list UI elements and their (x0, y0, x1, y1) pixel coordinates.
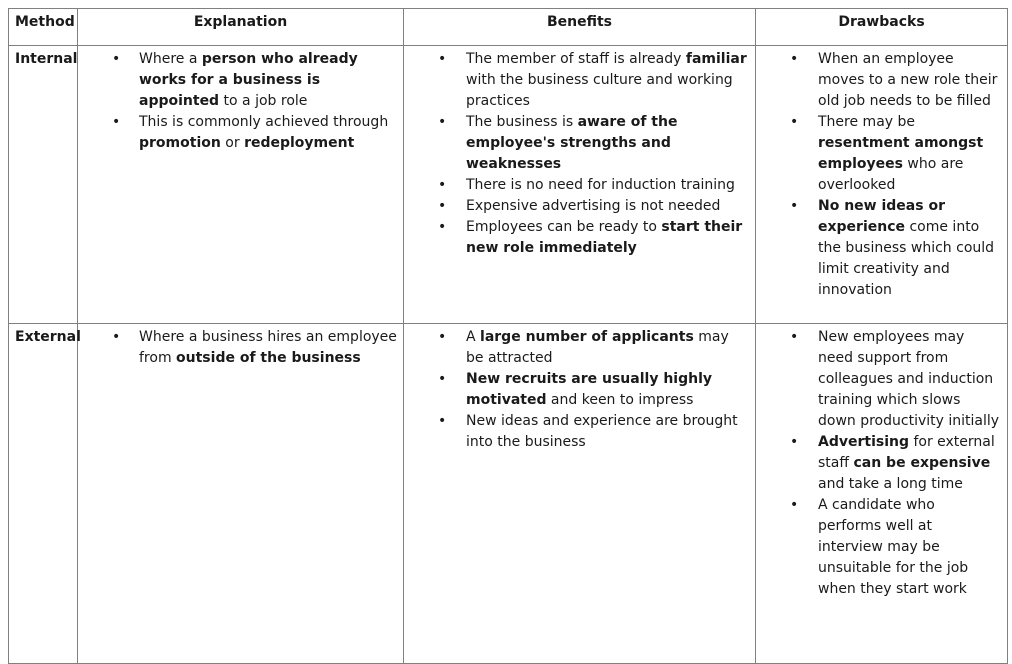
list-item (756, 49, 1007, 112)
text-run: who are overlooked (818, 156, 964, 193)
method-cell-external: External (9, 324, 78, 664)
text-run: When an employee moves to a new role their old job needs to be filled (818, 51, 998, 109)
text-run: for external staff (818, 434, 995, 471)
text-run: to a job role (219, 93, 308, 109)
bold-text: familiar (685, 51, 747, 67)
text-run: and take a long time (818, 476, 963, 492)
text-run: New employees may need support from colleagues and induction training which slows down productivity initially (818, 329, 1000, 429)
bold-text: outside of the business (176, 350, 361, 366)
list-item (404, 217, 755, 259)
bold-text: promotion (139, 135, 221, 151)
table-header-row (9, 9, 1008, 46)
list-item (404, 196, 755, 217)
drawbacks-list-external (756, 327, 1007, 600)
table-row-internal (9, 46, 1008, 324)
drawbacks-cell-external (756, 324, 1008, 664)
benefits-list-external (404, 327, 755, 453)
list-item (404, 175, 755, 196)
recruitment-methods-table-wrapper (8, 8, 1007, 655)
bold-text: New recruits are usually highly motivated (466, 371, 712, 408)
bold-text: large number of applicants (480, 329, 694, 345)
header-method: Method (9, 9, 78, 46)
bold-text: redeployment (244, 135, 355, 151)
benefits-cell-internal (404, 46, 756, 324)
text-run: A candidate who performs well at interview may be unsuitable for the job when they start work (818, 497, 969, 597)
recruitment-methods-table (8, 8, 1008, 664)
text-run: come into the business which could limit creativity and innovation (818, 219, 995, 298)
text-run: This is commonly achieved through (139, 114, 389, 130)
text-run: and keen to impress (546, 392, 694, 408)
list-item (78, 327, 403, 369)
list-item (78, 112, 403, 154)
text-run: The business is (466, 114, 578, 130)
bold-text: aware of the employee's strengths and weaknesses (466, 114, 678, 172)
method-cell-internal: Internal (9, 46, 78, 324)
list-item (756, 327, 1007, 432)
list-item (404, 112, 755, 175)
bold-text: resentment amongst employees (818, 135, 984, 172)
bold-text: start their new role immediately (466, 219, 743, 256)
text-run: There may be (818, 114, 916, 130)
bold-text: No new ideas or experience (818, 198, 945, 235)
bold-text: person who already works for a business is appointed (139, 51, 358, 109)
text-run: may be attracted (466, 329, 729, 366)
drawbacks-cell-internal (756, 46, 1008, 324)
explanation-cell-external (78, 324, 404, 664)
text-run: New ideas and experience are brought into the business (466, 413, 738, 450)
list-item (404, 369, 755, 411)
list-item (756, 432, 1007, 495)
header-drawbacks: Drawbacks (756, 9, 1008, 46)
explanation-list-internal (78, 49, 403, 154)
text-run: or (220, 135, 245, 151)
explanation-cell-internal (78, 46, 404, 324)
table-row-external (9, 324, 1008, 664)
list-item (756, 112, 1007, 196)
text-run: with the business culture and working practices (466, 72, 733, 109)
header-explanation: Explanation (78, 9, 404, 46)
list-item (404, 411, 755, 453)
drawbacks-list-internal (756, 49, 1007, 301)
text-run: Expensive advertising is not needed (466, 198, 721, 214)
text-run: Employees can be ready to (466, 219, 662, 235)
text-run: Where a (139, 51, 202, 67)
list-item (404, 327, 755, 369)
header-benefits: Benefits (404, 9, 756, 46)
bold-text: can be expensive (853, 455, 991, 471)
benefits-list-internal (404, 49, 755, 259)
list-item (756, 495, 1007, 600)
list-item (404, 49, 755, 112)
benefits-cell-external (404, 324, 756, 664)
explanation-list-external (78, 327, 403, 369)
text-run: There is no need for induction training (466, 177, 735, 193)
text-run: Where a business hires an employee from (139, 329, 397, 366)
text-run: The member of staff is already (466, 51, 686, 67)
list-item (756, 196, 1007, 301)
bold-text: Advertising (818, 434, 909, 450)
text-run: A (466, 329, 481, 345)
list-item (78, 49, 403, 112)
